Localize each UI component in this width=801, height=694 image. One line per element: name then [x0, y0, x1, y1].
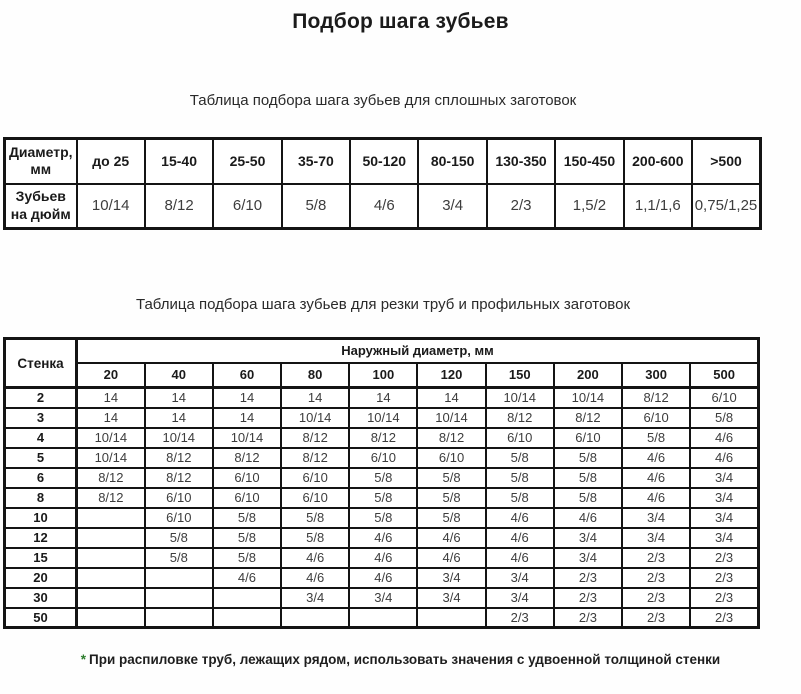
table-row	[5, 508, 759, 528]
table2-value: 14	[417, 388, 485, 408]
table2-value	[77, 528, 145, 548]
table2-value: 5/8	[417, 468, 485, 488]
table2-value: 2/3	[622, 588, 690, 608]
table2-value	[77, 568, 145, 588]
table1-header-row	[5, 139, 761, 184]
table2-value: 5/8	[417, 508, 485, 528]
table2-value	[417, 608, 485, 628]
table-row	[5, 608, 759, 628]
table2-value: 10/14	[349, 408, 417, 428]
table1-column-header: 80-150	[418, 139, 486, 184]
table2-value: 14	[213, 388, 281, 408]
table2-value: 10/14	[486, 388, 554, 408]
table-row	[5, 388, 759, 408]
table2-value: 10/14	[145, 428, 213, 448]
table1-value: 0,75/1,25	[692, 184, 760, 229]
table2-value: 6/10	[690, 388, 758, 408]
table2-value: 8/12	[77, 468, 145, 488]
table2-value	[145, 568, 213, 588]
table2-value: 8/12	[281, 448, 349, 468]
table-row	[5, 408, 759, 428]
table2-value	[145, 608, 213, 628]
table2-value: 8/12	[281, 428, 349, 448]
table2-value: 4/6	[622, 488, 690, 508]
table2-value: 4/6	[486, 528, 554, 548]
table1-value: 6/10	[213, 184, 281, 229]
table2-column-header: 200	[554, 363, 622, 388]
table2-value	[77, 548, 145, 568]
table2-value: 5/8	[145, 528, 213, 548]
table2-caption: Таблица подбора шага зубьев для резки труб и профильных заготовок	[135, 296, 631, 313]
table2-value: 8/12	[145, 468, 213, 488]
footnote-text: При распиловке труб, лежащих рядом, использовать значения с удвоенной толщиной стенки	[89, 652, 721, 667]
table2-value: 10/14	[417, 408, 485, 428]
table2-value: 3/4	[690, 508, 758, 528]
table1-column-header: до 25	[77, 139, 145, 184]
table2-value: 14	[77, 388, 145, 408]
table1-column-header: >500	[692, 139, 760, 184]
table2-value: 2/3	[690, 588, 758, 608]
table2-value: 6/10	[486, 428, 554, 448]
table2-value: 6/10	[281, 488, 349, 508]
table2-value: 10/14	[77, 428, 145, 448]
table1-value: 8/12	[145, 184, 213, 229]
table2-value: 2/3	[554, 588, 622, 608]
table2-value: 4/6	[417, 528, 485, 548]
table2-value: 4/6	[622, 448, 690, 468]
table2-wall-header: 20	[5, 568, 77, 588]
table2-value: 3/4	[622, 508, 690, 528]
table2-value: 5/8	[486, 468, 554, 488]
table2-value: 14	[145, 388, 213, 408]
table2-value: 14	[213, 408, 281, 428]
solid-workpiece-table	[3, 137, 762, 230]
table2-value: 6/10	[417, 448, 485, 468]
table-row	[5, 588, 759, 608]
table2-value: 5/8	[554, 448, 622, 468]
table2-value: 5/8	[213, 548, 281, 568]
table2-value: 3/4	[349, 588, 417, 608]
table2-value: 2/3	[690, 608, 758, 628]
table2-value: 3/4	[690, 528, 758, 548]
table2-value: 4/6	[281, 568, 349, 588]
table2-value: 3/4	[554, 548, 622, 568]
table2-value: 10/14	[554, 388, 622, 408]
table2-value: 3/4	[486, 588, 554, 608]
table2-value	[213, 608, 281, 628]
table2-value: 3/4	[554, 528, 622, 548]
table2-column-header: 60	[213, 363, 281, 388]
table1-caption: Таблица подбора шага зубьев для сплошных заготовок	[189, 92, 577, 109]
table2-column-header: 20	[77, 363, 145, 388]
table1-row-header: Зубьев на дюйм	[5, 184, 77, 229]
table2-value: 14	[77, 408, 145, 428]
table2-value: 8/12	[554, 408, 622, 428]
outer-diameter-group-header: Наружный диаметр, мм	[77, 339, 759, 363]
table2-value: 5/8	[145, 548, 213, 568]
wall-corner-header: Стенка	[5, 339, 77, 388]
table2-value: 5/8	[554, 468, 622, 488]
table2-wall-header: 3	[5, 408, 77, 428]
table2-value: 3/4	[417, 568, 485, 588]
table-row	[5, 448, 759, 468]
table2-value	[77, 608, 145, 628]
table2-wall-header: 2	[5, 388, 77, 408]
table2-value	[145, 588, 213, 608]
table1-value: 5/8	[282, 184, 350, 229]
table2-value: 4/6	[349, 548, 417, 568]
table2-value: 8/12	[486, 408, 554, 428]
footnote	[0, 652, 801, 667]
table2-wall-header: 5	[5, 448, 77, 468]
table2-value: 5/8	[213, 528, 281, 548]
footnote-asterisk: *	[80, 652, 87, 667]
table2-value: 8/12	[417, 428, 485, 448]
table2-wall-header: 30	[5, 588, 77, 608]
table2-value: 6/10	[213, 488, 281, 508]
table2-value: 4/6	[486, 508, 554, 528]
table2-value: 10/14	[213, 428, 281, 448]
table1-value: 10/14	[77, 184, 145, 229]
table2-value: 4/6	[554, 508, 622, 528]
table-row	[5, 568, 759, 588]
table2-value: 6/10	[622, 408, 690, 428]
table2-value: 4/6	[349, 568, 417, 588]
table2-value: 2/3	[486, 608, 554, 628]
table2-column-header: 500	[690, 363, 758, 388]
table2-value: 4/6	[281, 548, 349, 568]
table2-wall-header: 15	[5, 548, 77, 568]
table2-wall-header: 8	[5, 488, 77, 508]
table2-wall-header: 10	[5, 508, 77, 528]
table1-value: 1,1/1,6	[624, 184, 692, 229]
table-row	[5, 428, 759, 448]
table2-value: 2/3	[622, 548, 690, 568]
table2-value: 5/8	[417, 488, 485, 508]
table2-value: 8/12	[213, 448, 281, 468]
table2-value: 5/8	[349, 508, 417, 528]
table2-value: 6/10	[145, 488, 213, 508]
table2-value: 2/3	[622, 608, 690, 628]
table2-value: 3/4	[690, 468, 758, 488]
table1-value: 4/6	[350, 184, 418, 229]
table2-value: 4/6	[213, 568, 281, 588]
table2-column-header: 150	[486, 363, 554, 388]
table2-value: 14	[349, 388, 417, 408]
table2-value	[281, 608, 349, 628]
table1-column-header: 130-350	[487, 139, 555, 184]
table2-group-header-row	[5, 339, 759, 363]
table2-column-header-row	[5, 363, 759, 388]
table2-value: 5/8	[554, 488, 622, 508]
table1-column-header: 35-70	[282, 139, 350, 184]
table2-value: 5/8	[213, 508, 281, 528]
table2-value: 5/8	[349, 488, 417, 508]
table2-value: 14	[281, 388, 349, 408]
table2-value: 6/10	[281, 468, 349, 488]
table2-value: 6/10	[349, 448, 417, 468]
table2-value: 8/12	[622, 388, 690, 408]
table2-value: 2/3	[554, 568, 622, 588]
table1-column-header: 50-120	[350, 139, 418, 184]
page-title: Подбор шага зубьев	[292, 10, 509, 33]
table2-value: 3/4	[486, 568, 554, 588]
table2-value: 3/4	[417, 588, 485, 608]
table2-value: 4/6	[417, 548, 485, 568]
table2-value: 14	[145, 408, 213, 428]
table2-value: 6/10	[145, 508, 213, 528]
table1-value: 3/4	[418, 184, 486, 229]
table2-value: 5/8	[281, 508, 349, 528]
table2-value	[213, 588, 281, 608]
table2-column-header: 120	[417, 363, 485, 388]
table2-value: 4/6	[622, 468, 690, 488]
table2-value: 2/3	[622, 568, 690, 588]
table2-wall-header: 12	[5, 528, 77, 548]
table2-value: 5/8	[349, 468, 417, 488]
table2-value: 2/3	[690, 548, 758, 568]
table1-column-header: 25-50	[213, 139, 281, 184]
table1-column-header: 200-600	[624, 139, 692, 184]
table2-value: 10/14	[77, 448, 145, 468]
table2-value: 8/12	[77, 488, 145, 508]
table2-value: 3/4	[622, 528, 690, 548]
table2-column-header: 300	[622, 363, 690, 388]
table2-value: 2/3	[554, 608, 622, 628]
table2-value: 4/6	[690, 428, 758, 448]
table-row	[5, 548, 759, 568]
table2-value: 5/8	[281, 528, 349, 548]
table2-value: 8/12	[145, 448, 213, 468]
table2-value	[77, 588, 145, 608]
table2-value: 5/8	[486, 448, 554, 468]
table2-wall-header: 4	[5, 428, 77, 448]
table-row	[5, 488, 759, 508]
table2-value: 4/6	[486, 548, 554, 568]
table2-value: 5/8	[690, 408, 758, 428]
table1-row-header: Диаметр, мм	[5, 139, 77, 184]
table1-value-row	[5, 184, 761, 229]
table1-value: 1,5/2	[555, 184, 623, 229]
table2-wall-header: 6	[5, 468, 77, 488]
table2-value	[77, 508, 145, 528]
table2-value: 6/10	[213, 468, 281, 488]
table2-column-header: 40	[145, 363, 213, 388]
table2-value: 10/14	[281, 408, 349, 428]
table2-value: 6/10	[554, 428, 622, 448]
table1-column-header: 150-450	[555, 139, 623, 184]
table2-wall-header: 50	[5, 608, 77, 628]
table2-value: 3/4	[690, 488, 758, 508]
table2-value: 4/6	[690, 448, 758, 468]
pipe-profile-table	[3, 337, 760, 629]
table2-column-header: 100	[349, 363, 417, 388]
table-row	[5, 528, 759, 548]
table2-value: 5/8	[486, 488, 554, 508]
table2-value: 3/4	[281, 588, 349, 608]
table2-value: 4/6	[349, 528, 417, 548]
table2-value: 5/8	[622, 428, 690, 448]
table-row	[5, 468, 759, 488]
table2-value	[349, 608, 417, 628]
table1-value: 2/3	[487, 184, 555, 229]
table2-value: 8/12	[349, 428, 417, 448]
table1-column-header: 15-40	[145, 139, 213, 184]
table2-value: 2/3	[690, 568, 758, 588]
table2-column-header: 80	[281, 363, 349, 388]
